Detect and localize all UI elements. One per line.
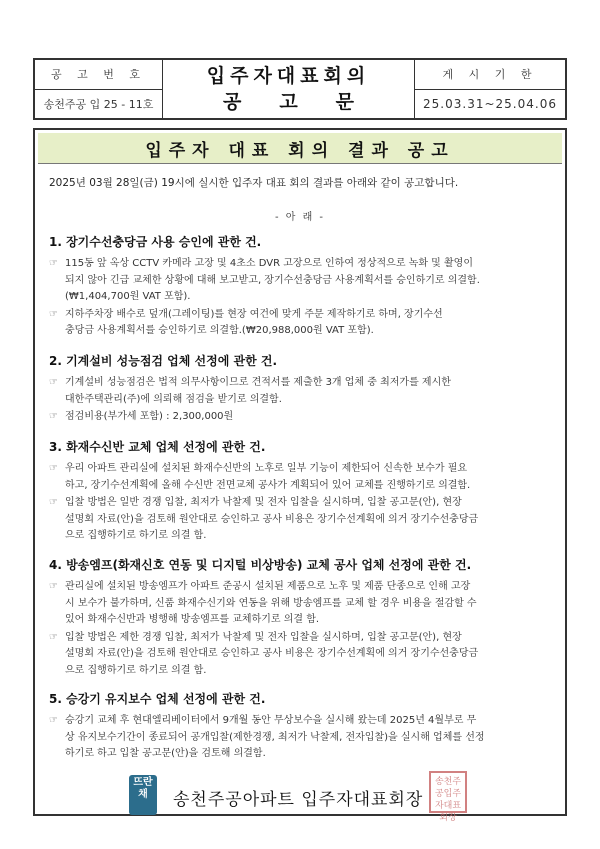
seal-text: 송천주공입주자대표회장 <box>434 777 462 823</box>
pointing-hand-icon: ☞ <box>49 308 58 320</box>
notice-number-column <box>35 60 163 118</box>
item-line: 으로 집행하기로 하기로 의결 함. <box>65 664 207 676</box>
list-item <box>49 256 553 306</box>
list-item <box>49 579 553 629</box>
item-line: 우리 아파트 관리실에 설치된 화재수신반의 노후로 일부 기능이 제한되어 신속한 보수가 필요 <box>65 463 468 474</box>
item-line: 115동 앞 옥상 CCTV 카메라 고장 및 4초소 DVR 고장으로 인하여 정상적으로 녹화 및 촬영이 <box>65 258 473 269</box>
section-4 <box>49 556 553 680</box>
item-line: 되지 않아 긴급 교체한 상황에 대해 보고받고, 장기수선충당금 사용계획서를 승인하기로 의결함. <box>65 274 480 286</box>
list-item <box>49 495 553 545</box>
section-title: 5. 승강기 유지보수 업체 선정에 관한 건. <box>49 692 266 706</box>
item-line: 입찰 방법은 제한 경쟁 입찰, 최저가 낙찰제 및 전자 입찰을 실시하며, 입찰 공고문(안), 현장 <box>65 631 462 643</box>
list-item <box>49 375 553 408</box>
pointing-hand-icon: ☞ <box>49 411 58 422</box>
pointing-hand-icon: ☞ <box>49 715 58 726</box>
section-title: 4. 방송엠프(화재신호 연동 및 디지털 비상방송) 교체 공사 업체 선정에 관한 건. <box>49 558 472 572</box>
notice-number-label: 공 고 번 호 <box>35 60 162 90</box>
pointing-hand-icon: ☞ <box>49 258 58 269</box>
posting-period-label: 게 시 기 한 <box>415 60 565 90</box>
section-3 <box>49 438 553 546</box>
item-line: 시 보수가 불가하며, 신품 화재수신기와 연동을 위해 방송엠프를 교체 할 경우 비용을 절감할 수 <box>65 597 477 609</box>
item-line: 상 유지보수기간이 종료되어 공개입찰(제한경쟁, 최저가 낙찰제, 전자입찰)을 실시해 업체를 선정 <box>65 731 485 743</box>
item-line: 충당금 사용계획서를 승인하기로 의결함.(₩20,988,000원 VAT 포함). <box>65 325 374 336</box>
posting-period-column <box>415 60 565 118</box>
list-item <box>49 409 553 426</box>
item-line: 기계설비 성능점검은 법적 의무사항이므로 견적서를 제출한 3개 업체 중 최저가를 제시한 <box>65 377 451 388</box>
item-line: 승강기 교체 후 현대엘리베이터에서 9개월 동안 무상보수을 실시해 왔는데 2025년 4월부로 무 <box>65 715 477 726</box>
intro-text: 2025년 03월 28일(금) 19시에 실시한 입주자 대표 회의 결과를 아래와 같이 공고합니다. <box>49 177 459 189</box>
item-line: 입찰 방법은 일반 경쟁 입찰, 최저가 낙찰제 및 전자 입찰을 실시하며, 입찰 공고문(안), 현장 <box>65 497 462 508</box>
official-seal <box>429 771 467 823</box>
item-line: 설명회 자료(안)을 검토해 원안대로 승인하고 공사 비용은 장기수선계획에 의거 장기수선충당금 <box>65 513 479 525</box>
item-line: 지하주차장 배수로 덮개(그레이팅)를 현장 여건에 맞게 주문 제작하기로 하며, 장기수선 <box>65 308 443 320</box>
pointing-hand-icon: ☞ <box>49 377 58 388</box>
posting-period-value: 25.03.31~25.04.06 <box>423 96 557 111</box>
list-item <box>49 713 553 763</box>
notice-body <box>33 128 567 816</box>
section-title: 1. 장기수선충당금 사용 승인에 관한 건. <box>49 235 262 249</box>
notice-header <box>33 58 567 120</box>
item-line: 대한주택관리(주)에 의뢰해 점검을 받기로 의결함. <box>65 393 282 405</box>
section-2 <box>49 352 553 427</box>
notice-number-value: 송천주공 입 25 - 11호 <box>43 97 154 111</box>
notice-banner-title: 입주자 대표 회의 결과 공고 <box>38 133 562 164</box>
logo-text: 뜨란채 <box>133 777 153 800</box>
list-item <box>49 461 553 494</box>
list-item <box>49 630 553 680</box>
item-line: 하고, 장기수선계획에 올해 수신반 전면교체 공사가 계획되어 있어 교체를 진행하기로 의결함. <box>65 479 471 491</box>
item-line: 설명회 자료(안)을 검토해 원안대로 승인하고 공사 비용은 장기수선계획에 의거 장기수선충당금 <box>65 648 479 659</box>
notice-title-block <box>163 60 415 118</box>
notice-title-line2: 공고문 <box>222 91 393 113</box>
section-title: 3. 화재수신반 교체 업체 선정에 관한 건. <box>49 440 266 454</box>
section-5 <box>49 690 553 764</box>
pointing-hand-icon: ☞ <box>49 463 58 474</box>
notice-title-line1: 입주자대표회의 <box>206 65 371 87</box>
item-line: 하기로 하고 입찰 공고문(안)을 검토해 의결함. <box>65 748 266 759</box>
below-marker: - 아 래 - <box>274 212 326 223</box>
list-item <box>49 307 553 340</box>
item-line: 있어 화재수신반과 병행해 방송엠프를 교체하기로 의결 함. <box>65 614 320 625</box>
item-line: 점검비용(부가세 포함) : 2,300,000원 <box>65 411 234 422</box>
section-1 <box>49 233 553 341</box>
item-line: 으로 집행하기로 하기로 의결 함. <box>65 530 207 541</box>
item-line: (₩1,404,700원 VAT 포함). <box>65 291 191 302</box>
signatory-name: 송천주공아파트 입주자대표회장 <box>173 790 424 810</box>
item-line: 관리실에 설치된 방송엠프가 아파트 준공시 설치된 제품으로 노후 및 제품 단종으로 인해 고장 <box>65 581 471 592</box>
apartment-logo <box>129 775 157 815</box>
signature-footer <box>33 777 567 823</box>
pointing-hand-icon: ☞ <box>49 581 58 592</box>
pointing-hand-icon: ☞ <box>49 631 58 643</box>
section-title: 2. 기계설비 성능점검 업체 선정에 관한 건. <box>49 354 278 368</box>
pointing-hand-icon: ☞ <box>49 497 58 508</box>
